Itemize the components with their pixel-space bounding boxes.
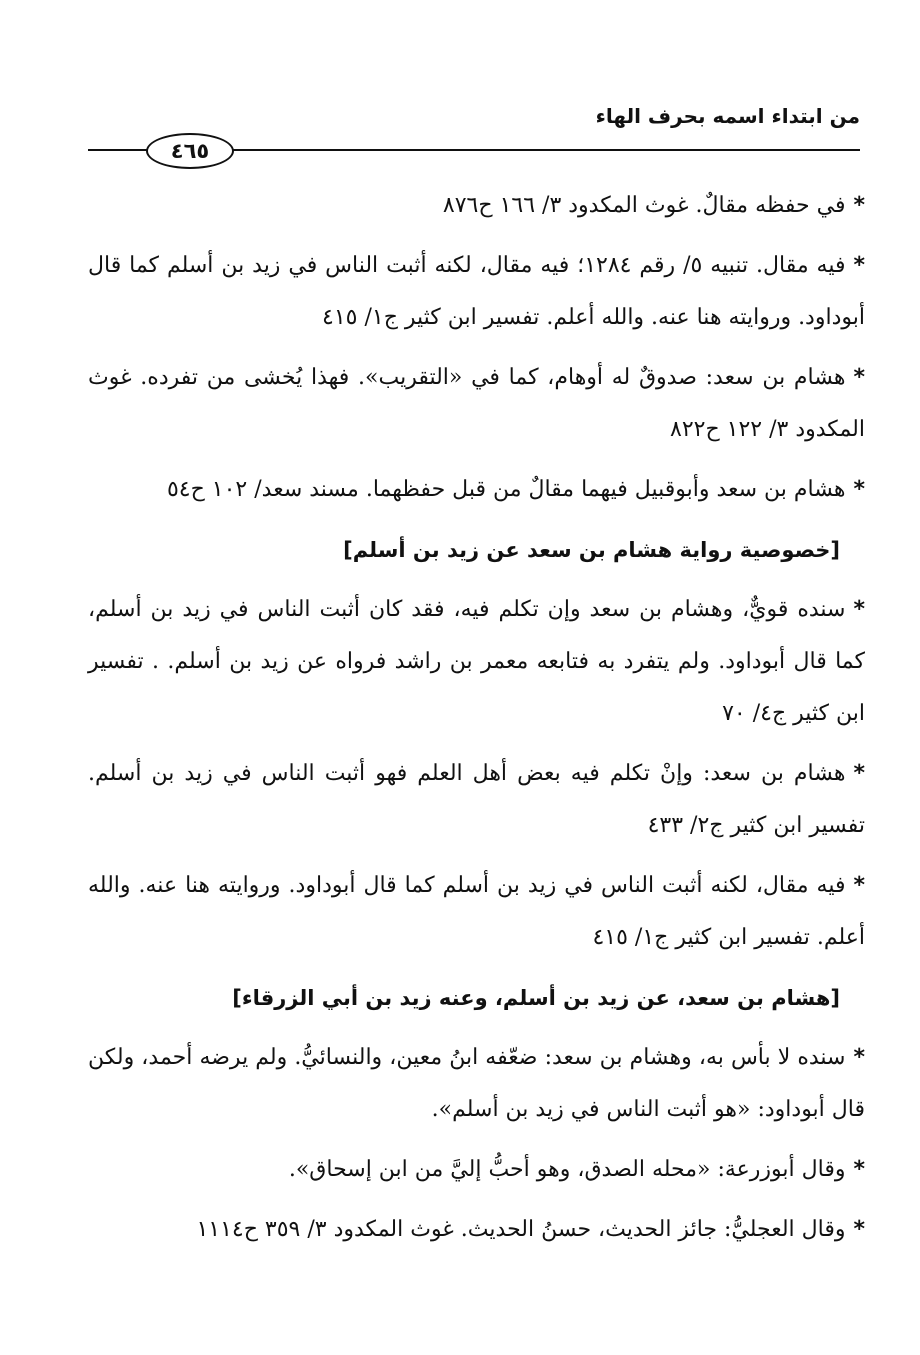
note-entry	[88, 584, 865, 740]
bullet-star: *	[853, 873, 865, 898]
note-entry	[88, 464, 865, 516]
note-entry	[88, 352, 865, 456]
entry-text: سنده قويٌّ، وهشام بن سعد وإن تكلم فيه، فقد كان أثبت الناس في زيد بن أسلم، كما قال أبوداود. ولم يتفرد به فتابعه معمر بن راشد فرواه عن زيد بن أسلم. . تفسير ابن كثير ج٤/ ٧٠	[88, 597, 865, 726]
section-heading: [هشام بن سعد، عن زيد بن أسلم، وعنه زيد بن أبي الزرقاء]	[232, 986, 840, 1010]
note-entry	[88, 1144, 865, 1196]
page-body	[88, 180, 865, 1264]
entry-text: سنده لا بأس به، وهشام بن سعد: ضعّفه ابنُ معين، والنسائيُّ. ولم يرضه أحمد، ولكن قال أبوداود: «هو أثبت الناس في زيد بن أسلم».	[88, 1045, 865, 1122]
entry-text: هشام بن سعد: وإنْ تكلم فيه بعض أهل العلم فهو أثبت الناس في زيد بن أسلم. تفسير ابن كثير ج٢/ ٤٣٣	[88, 761, 865, 838]
bullet-star: *	[853, 1157, 865, 1182]
bullet-star: *	[853, 1217, 865, 1242]
page-number: ٤٦٥	[146, 133, 234, 169]
bullet-star: *	[853, 193, 865, 218]
note-entry	[88, 1204, 865, 1256]
entry-text: هشام بن سعد: صدوقٌ له أوهام، كما في «التقريب». فهذا يُخشى من تفرده. غوث المكدود ٣/ ١٢٢ ح٨٢٢	[88, 365, 865, 442]
bullet-star: *	[853, 761, 865, 786]
running-header: من ابتداء اسمه بحرف الهاء	[595, 104, 860, 128]
note-entry	[88, 180, 865, 232]
entry-text: هشام بن سعد وأبوقبيل فيهما مقالٌ من قبل حفظهما. مسند سعد/ ١٠٢ ح٥٤	[166, 477, 846, 502]
entry-text: وقال العجليُّ: جائز الحديث، حسنُ الحديث. غوث المكدود ٣/ ٣٥٩ ح١١١٤	[196, 1217, 846, 1242]
bullet-star: *	[853, 1045, 865, 1070]
section-heading: [خصوصية رواية هشام بن سعد عن زيد بن أسلم]	[343, 538, 840, 562]
note-entry	[88, 240, 865, 344]
bullet-star: *	[853, 477, 865, 502]
note-entry	[88, 748, 865, 852]
bullet-star: *	[853, 253, 865, 278]
entry-text: فيه مقال، لكنه أثبت الناس في زيد بن أسلم كما قال أبوداود. وروايته هنا عنه. والله أعلم. تفسير ابن كثير ج١/ ٤١٥	[88, 873, 865, 950]
entry-text: فيه مقال. تنبيه ٥/ رقم ١٢٨٤؛ فيه مقال، لكنه أثبت الناس في زيد بن أسلم كما قال أبوداود. وروايته هنا عنه. والله أعلم. تفسير ابن كثير ج١/ ٤١٥	[88, 253, 865, 330]
bullet-star: *	[853, 597, 865, 622]
entry-text: وقال أبوزرعة: «محله الصدق، وهو أحبُّ إليَّ من ابن إسحاق».	[288, 1157, 846, 1182]
note-entry	[88, 860, 865, 964]
entry-text: في حفظه مقالٌ. غوث المكدود ٣/ ١٦٦ ح٨٧٦	[442, 193, 846, 218]
note-entry	[88, 1032, 865, 1136]
bullet-star: *	[853, 365, 865, 390]
